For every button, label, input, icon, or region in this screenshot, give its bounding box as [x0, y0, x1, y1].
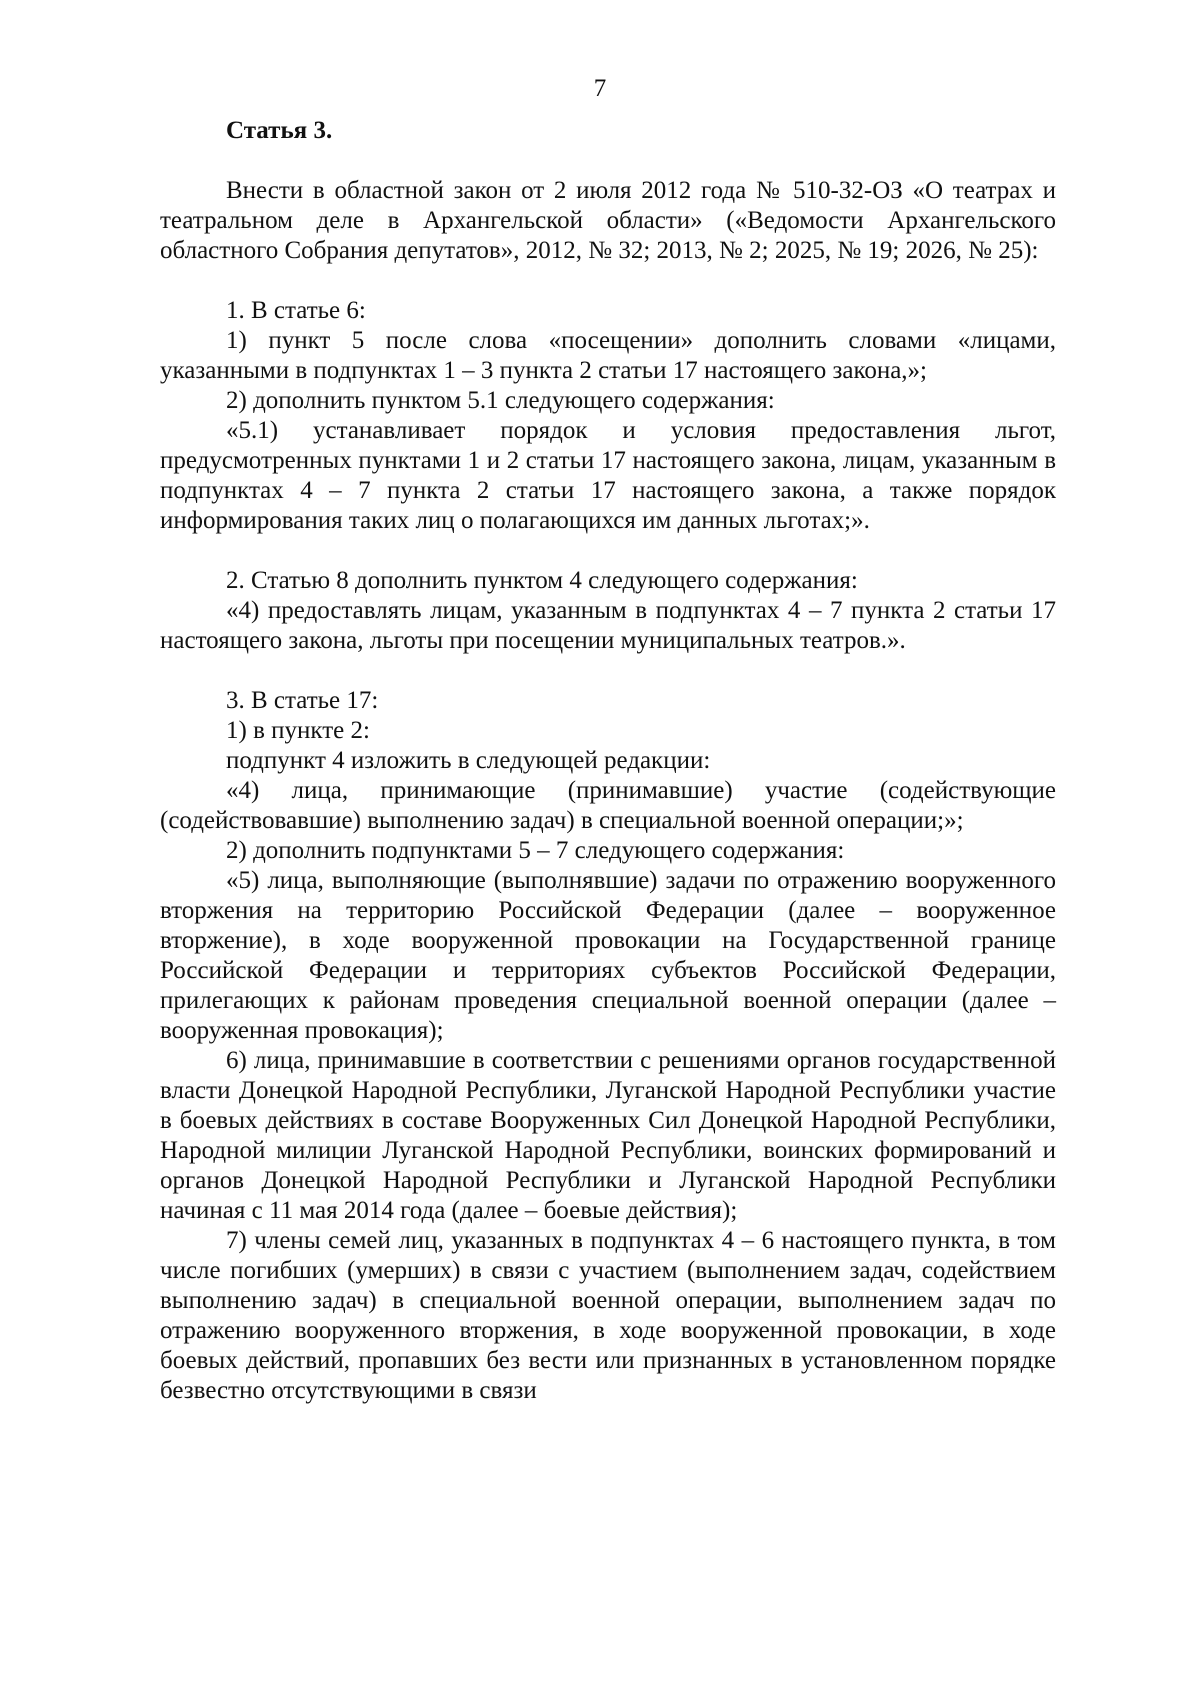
page-number: 7: [593, 75, 607, 102]
paragraph-item: «5) лица, выполняющие (выполнявшие) задачи по отражению вооруженного вторжения на территорию Российской Федерации (далее – вооруженное вторжение), в ходе вооруженной провокации на Государственной границе Российской Федерации и территориях субъектов Российской Федерации, прилегающих к районам проведения специальной военной операции (далее – вооруженная провокация);: [160, 867, 1056, 1044]
paragraph-item: подпункт 4 изложить в следующей редакции:: [226, 747, 711, 774]
paragraph-gap: [160, 656, 1056, 686]
paragraph-item: «4) предоставлять лицам, указанным в подпунктах 4 – 7 пункта 2 статьи 17 настоящего закона, льготы при посещении муниципальных театров.».: [160, 597, 1056, 654]
paragraph-item: 6) лица, принимавшие в соответствии с решениями органов государственной власти Донецкой Народной Республики, Луганской Народной Республики участие в боевых действиях в составе Вооруженных Сил Донецкой Народной Республики, Народной милиции Луганской Народной Республики, воинских формирований и органов Донецкой Народной Республики и Луганской Народной Республики начиная с 11 мая 2014 года (далее – боевые действия);: [160, 1047, 1056, 1224]
paragraph-section-1: 1. В статье 6:: [226, 297, 366, 324]
article-heading: Статья 3.: [226, 117, 333, 144]
paragraph-item: 2) дополнить подпунктами 5 – 7 следующего содержания:: [226, 837, 845, 864]
paragraph-section-3: 3. В статье 17:: [226, 687, 379, 714]
paragraph-section-2: 2. Статью 8 дополнить пунктом 4 следующего содержания:: [226, 567, 858, 594]
paragraph-item: «4) лица, принимающие (принимавшие) участие (содействующие (содействовавшие) выполнению задач) в специальной военной операции;»;: [160, 777, 1056, 834]
paragraph-intro: Внести в областной закон от 2 июля 2012 года № 510-32-ОЗ «О театрах и театральном деле в Архангельской области» («Ведомости Архангельского областного Собрания депутатов», 2012, № 32; 2013, № 2; 2025, № 19; 2026, № 25):: [160, 177, 1056, 264]
paragraph-item: «5.1) устанавливает порядок и условия предоставления льгот, предусмотренных пунктами 1 и 2 статьи 17 настоящего закона, лицам, указанным в подпунктах 4 – 7 пункта 2 статьи 17 настоящего закона, а также порядок информирования таких лиц о полагающихся им данных льготах;».: [160, 417, 1056, 534]
paragraph-item: 7) члены семей лиц, указанных в подпунктах 4 – 6 настоящего пункта, в том числе погибших (умерших) в связи с участием (выполнением задач, содействием выполнению задач) в специальной военной операции, выполнением задач по отражению вооруженного вторжения, в ходе вооруженной провокации, в ходе боевых действий, пропавших без вести или признанных в установленном порядке безвестно отсутствующими в связи: [160, 1227, 1056, 1404]
paragraph-item: 1) в пункте 2:: [226, 717, 370, 744]
paragraph-item: 2) дополнить пунктом 5.1 следующего содержания:: [226, 387, 775, 414]
paragraph-gap: [160, 536, 1056, 566]
paragraph-item: 1) пункт 5 после слова «посещении» дополнить словами «лицами, указанными в подпунктах 1 – 3 пункта 2 статьи 17 настоящего закона,»;: [160, 327, 1056, 384]
document-body: [160, 116, 1056, 1406]
paragraph-gap: [160, 266, 1056, 296]
